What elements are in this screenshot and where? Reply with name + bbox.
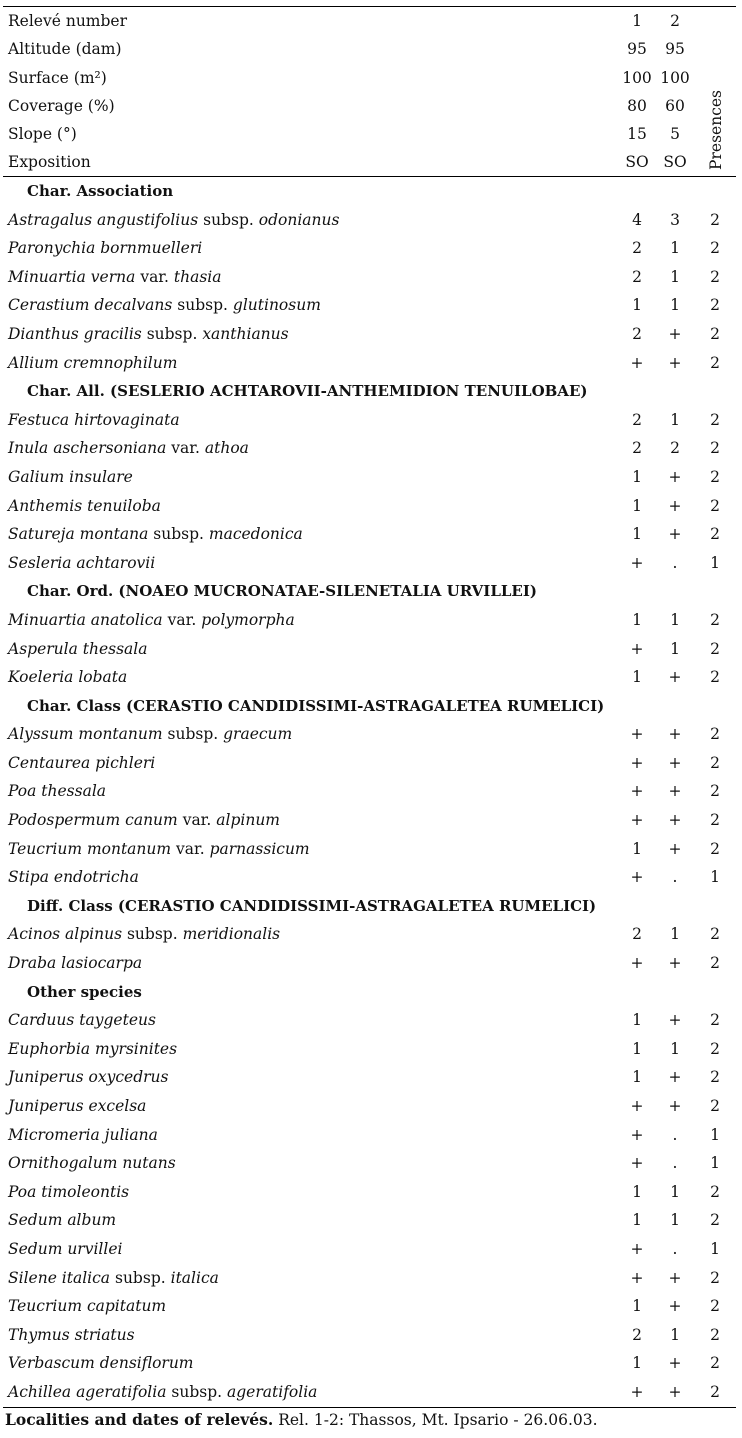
- species-name: [3, 949, 618, 978]
- cover-releve-1: +: [630, 1097, 644, 1115]
- species-row: [3, 406, 736, 435]
- footnote-text: Rel. 1-2: Thassos, Mt. Ipsario - 26.06.03.: [273, 1411, 598, 1429]
- cover-releve-2: 1: [670, 610, 680, 629]
- presences-value: 2: [710, 1097, 720, 1115]
- cover-releve-2: +: [668, 753, 682, 772]
- cover-releve-1: +: [630, 1239, 644, 1258]
- species-row: [3, 949, 736, 978]
- species-name: [3, 349, 618, 378]
- species-row: [3, 1292, 736, 1321]
- cover-releve-2: +: [668, 668, 682, 687]
- species-binomial: Draba lasiocarpa: [8, 954, 143, 973]
- cover-releve-2: +: [668, 525, 682, 544]
- species-binomial: Micromeria juliana: [8, 1125, 158, 1144]
- species-name: [3, 463, 618, 492]
- species-name: [3, 1235, 618, 1264]
- species-row: [3, 606, 736, 635]
- header-label: Surface (m²): [8, 68, 107, 87]
- presences-value: 2: [710, 525, 720, 544]
- cover-releve-2: +: [668, 353, 682, 372]
- cover-releve-1: +: [630, 782, 644, 801]
- species-row: [3, 463, 736, 492]
- species-name: [3, 1264, 618, 1293]
- cover-releve-1: 1: [632, 1297, 642, 1316]
- cover-releve-2: +: [668, 1297, 682, 1316]
- species-name: [3, 1378, 618, 1407]
- presences-value: 2: [710, 1268, 720, 1287]
- presences-value: 2: [710, 725, 720, 744]
- presences-value: 2: [710, 1211, 720, 1230]
- species-rank: subsp.: [203, 210, 254, 229]
- cover-releve-2: +: [668, 1354, 682, 1373]
- header-value-releve-2: 95: [665, 40, 685, 59]
- species-name: [3, 1349, 618, 1378]
- cover-releve-2: 1: [670, 410, 680, 429]
- cover-releve-2: .: [672, 553, 678, 572]
- cover-releve-1: +: [630, 954, 644, 973]
- cover-releve-1: +: [630, 553, 644, 572]
- species-binomial: Inula aschersoniana: [8, 439, 167, 458]
- species-name: [3, 234, 618, 263]
- species-rank: subsp.: [126, 925, 178, 944]
- species-binomial: Sesleria achtarovii: [8, 553, 156, 572]
- header-value-releve-1: 1: [632, 12, 642, 30]
- cover-releve-2: .: [672, 1239, 678, 1258]
- cover-releve-1: +: [630, 725, 644, 744]
- species-name: [3, 1035, 618, 1064]
- species-row: [3, 1264, 736, 1293]
- cover-releve-2: 1: [670, 925, 680, 944]
- cover-releve-1: 1: [632, 1211, 642, 1230]
- section-title: Char. Ord. (NOAEO MUCRONATAE-SILENETALIA URVILLEI): [27, 582, 537, 601]
- header-value-releve-1: SO: [625, 153, 649, 172]
- table-header: [3, 7, 736, 176]
- species-binomial: Galium insulare: [8, 467, 133, 486]
- species-infraspecific: meridionalis: [182, 925, 281, 944]
- species-binomial: Koeleria lobata: [8, 668, 128, 687]
- cover-releve-2: +: [668, 1382, 682, 1401]
- species-infraspecific: odonianus: [258, 210, 340, 229]
- species-row: [3, 1006, 736, 1035]
- species-rank: var.: [182, 811, 212, 830]
- header-value-releve-2: 5: [670, 125, 680, 144]
- species-row: [3, 291, 736, 320]
- header-label: Relevé number: [8, 12, 127, 30]
- species-row: [3, 1321, 736, 1350]
- header-row: [3, 64, 736, 92]
- species-binomial: Festuca hirtovaginata: [8, 410, 180, 429]
- species-name: [3, 1092, 618, 1121]
- presences-value: 2: [710, 839, 720, 858]
- species-name: [3, 1149, 618, 1178]
- cover-releve-2: 1: [670, 1182, 680, 1201]
- species-binomial: Podospermum canum: [8, 811, 178, 830]
- species-rank: subsp.: [115, 1268, 166, 1287]
- cover-releve-1: 2: [632, 239, 642, 258]
- species-rank: var.: [176, 839, 205, 858]
- cover-releve-1: +: [630, 353, 644, 372]
- species-name: [3, 835, 618, 864]
- species-binomial: Allium cremnophilum: [8, 353, 178, 372]
- species-binomial: Paronychia bornmuelleri: [8, 239, 203, 258]
- species-binomial: Sedum urvillei: [8, 1239, 123, 1258]
- species-row: [3, 234, 736, 263]
- species-row: [3, 349, 736, 378]
- cover-releve-1: 1: [632, 1011, 642, 1030]
- species-binomial: Poa timoleontis: [8, 1182, 130, 1201]
- header-row: [3, 148, 736, 176]
- species-name: [3, 1121, 618, 1150]
- species-binomial: Satureja montana: [8, 525, 149, 544]
- presences-value: 2: [710, 668, 720, 687]
- header-value-releve-1: 100: [622, 68, 652, 87]
- species-name: [3, 206, 618, 235]
- presences-value: 2: [710, 811, 720, 830]
- species-row: [3, 492, 736, 521]
- cover-releve-1: +: [630, 1382, 644, 1401]
- cover-releve-2: .: [672, 868, 678, 887]
- species-rank: var.: [140, 267, 169, 286]
- presences-value: 2: [710, 324, 720, 343]
- species-name: [3, 434, 618, 463]
- cover-releve-2: 3: [670, 210, 680, 229]
- species-rank: subsp.: [177, 296, 228, 315]
- species-row: [3, 1349, 736, 1378]
- species-row: [3, 1121, 736, 1150]
- cover-releve-2: 1: [670, 267, 680, 286]
- presences-value: 2: [710, 1068, 720, 1087]
- cover-releve-2: +: [668, 1011, 682, 1030]
- header-row: [3, 7, 736, 35]
- species-row: [3, 1178, 736, 1207]
- section-title: Char. Class (CERASTIO CANDIDISSIMI-ASTRAGALETEA RUMELICI): [27, 696, 605, 715]
- presences-value: 1: [710, 1125, 720, 1144]
- presences-value: 2: [710, 353, 720, 372]
- species-row: [3, 663, 736, 692]
- table-bottom-rule: [3, 1407, 736, 1408]
- cover-releve-2: 1: [670, 239, 680, 258]
- species-name: [3, 606, 618, 635]
- species-row: [3, 1235, 736, 1264]
- species-row: [3, 806, 736, 835]
- species-row: [3, 920, 736, 949]
- cover-releve-1: 1: [632, 525, 642, 544]
- species-infraspecific: italica: [170, 1268, 219, 1287]
- header-label: Altitude (dam): [8, 40, 122, 59]
- cover-releve-1: 1: [632, 496, 642, 515]
- cover-releve-2: +: [668, 725, 682, 744]
- cover-releve-2: +: [668, 811, 682, 830]
- cover-releve-2: +: [668, 782, 682, 801]
- cover-releve-1: +: [630, 1154, 644, 1173]
- species-row: [3, 263, 736, 292]
- cover-releve-1: 1: [632, 1182, 642, 1201]
- species-name: [3, 549, 618, 578]
- presences-value: 2: [710, 296, 720, 315]
- presences-value: 2: [710, 439, 720, 458]
- species-name: [3, 920, 618, 949]
- species-binomial: Centaurea pichleri: [8, 753, 156, 772]
- species-binomial: Teucrium montanum: [8, 839, 172, 858]
- cover-releve-2: 1: [670, 1211, 680, 1230]
- footnote-heading: Localities and dates of relevés.: [5, 1410, 274, 1429]
- species-row: [3, 1092, 736, 1121]
- species-name: [3, 406, 618, 435]
- species-binomial: Teucrium capitatum: [8, 1297, 167, 1316]
- cover-releve-1: 1: [632, 1068, 642, 1087]
- cover-releve-2: +: [668, 1268, 682, 1287]
- species-rank: var.: [171, 439, 200, 458]
- presences-value: 2: [710, 1325, 720, 1344]
- releve-table: [3, 6, 736, 1408]
- species-row: [3, 720, 736, 749]
- cover-releve-1: +: [630, 639, 644, 658]
- header-row: [3, 35, 736, 63]
- species-infraspecific: xanthianus: [202, 324, 289, 343]
- cover-releve-1: +: [630, 868, 644, 887]
- species-binomial: Cerastium decalvans: [8, 296, 173, 315]
- presences-value: 2: [710, 954, 720, 973]
- cover-releve-1: 2: [632, 410, 642, 429]
- species-row: [3, 863, 736, 892]
- species-row: [3, 1149, 736, 1178]
- species-binomial: Thymus striatus: [8, 1325, 135, 1344]
- species-binomial: Achillea ageratifolia: [8, 1382, 167, 1401]
- species-row: [3, 635, 736, 664]
- species-infraspecific: graecum: [223, 725, 293, 744]
- presences-value: 2: [710, 210, 720, 229]
- species-row: [3, 749, 736, 778]
- species-name: [3, 291, 618, 320]
- species-binomial: Asperula thessala: [8, 639, 148, 658]
- species-rank: subsp.: [146, 324, 198, 343]
- species-name: [3, 663, 618, 692]
- species-binomial: Silene italica: [8, 1268, 111, 1287]
- species-binomial: Astragalus angustifolius: [8, 210, 199, 229]
- cover-releve-2: +: [668, 496, 682, 515]
- species-row: [3, 520, 736, 549]
- species-row: [3, 1378, 736, 1407]
- presences-value: 1: [710, 1239, 720, 1258]
- header-value-releve-2: 60: [665, 96, 685, 115]
- species-infraspecific: parnassicum: [209, 839, 310, 858]
- cover-releve-2: 1: [670, 639, 680, 658]
- cover-releve-2: 1: [670, 1039, 680, 1058]
- header-label: Coverage (%): [8, 96, 115, 115]
- header-label: Exposition: [8, 153, 91, 172]
- species-name: [3, 1206, 618, 1235]
- cover-releve-1: 1: [632, 1039, 642, 1058]
- species-row: [3, 835, 736, 864]
- cover-releve-1: 1: [632, 839, 642, 858]
- species-infraspecific: glutinosum: [232, 296, 321, 315]
- table-footnote: [5, 1410, 598, 1429]
- cover-releve-2: +: [668, 839, 682, 858]
- species-name: [3, 320, 618, 349]
- species-rank: subsp.: [153, 525, 204, 544]
- cover-releve-1: 4: [632, 210, 642, 229]
- species-binomial: Acinos alpinus: [8, 925, 123, 944]
- cover-releve-2: +: [668, 1097, 682, 1115]
- species-binomial: Minuartia verna: [8, 267, 136, 286]
- species-rank: subsp.: [171, 1382, 223, 1401]
- species-infraspecific: polymorpha: [201, 610, 295, 629]
- section-title: Other species: [27, 982, 142, 1001]
- presences-value: 2: [710, 1382, 720, 1401]
- presences-value: 2: [710, 1297, 720, 1316]
- cover-releve-1: +: [630, 1125, 644, 1144]
- cover-releve-2: +: [668, 1068, 682, 1087]
- species-binomial: Sedum album: [8, 1211, 117, 1230]
- cover-releve-1: 1: [632, 296, 642, 315]
- presences-value: 2: [710, 925, 720, 944]
- species-infraspecific: thasia: [173, 267, 222, 286]
- presences-value: 1: [710, 868, 720, 887]
- cover-releve-1: 1: [632, 1354, 642, 1373]
- cover-releve-1: 2: [632, 925, 642, 944]
- species-binomial: Anthemis tenuiloba: [8, 496, 161, 515]
- species-row: [3, 549, 736, 578]
- species-binomial: Juniperus excelsa: [8, 1097, 147, 1115]
- species-binomial: Juniperus oxycedrus: [8, 1068, 169, 1087]
- header-value-releve-2: SO: [663, 153, 687, 172]
- cover-releve-1: +: [630, 753, 644, 772]
- species-binomial: Carduus taygeteus: [8, 1011, 156, 1030]
- species-binomial: Minuartia anatolica: [8, 610, 163, 629]
- species-infraspecific: athoa: [204, 439, 249, 458]
- species-row: [3, 206, 736, 235]
- species-row: [3, 777, 736, 806]
- presences-value: 2: [710, 410, 720, 429]
- species-binomial: Stipa endotricha: [8, 868, 139, 887]
- cover-releve-2: +: [668, 467, 682, 486]
- presences-value: 2: [710, 267, 720, 286]
- cover-releve-2: 2: [670, 439, 680, 458]
- species-name: [3, 720, 618, 749]
- species-row: [3, 1063, 736, 1092]
- header-label: Slope (°): [8, 125, 77, 144]
- species-name: [3, 492, 618, 521]
- cover-releve-2: .: [672, 1154, 678, 1173]
- header-value-releve-1: 80: [627, 96, 647, 115]
- cover-releve-1: +: [630, 811, 644, 830]
- presences-value: 2: [710, 1182, 720, 1201]
- presences-column-header: Presences: [707, 90, 725, 170]
- species-name: [3, 777, 618, 806]
- presences-value: 2: [710, 1039, 720, 1058]
- cover-releve-2: .: [672, 1125, 678, 1144]
- cover-releve-2: 1: [670, 296, 680, 315]
- species-binomial: Alyssum montanum: [8, 725, 163, 744]
- presences-value: 1: [710, 553, 720, 572]
- species-row: [3, 434, 736, 463]
- species-row: [3, 320, 736, 349]
- header-value-releve-2: 2: [670, 12, 680, 30]
- presences-value: 2: [710, 610, 720, 629]
- presences-value: 2: [710, 496, 720, 515]
- presences-value: 2: [710, 1354, 720, 1373]
- presences-value: 2: [710, 753, 720, 772]
- species-binomial: Poa thessala: [8, 782, 107, 801]
- cover-releve-2: +: [668, 324, 682, 343]
- cover-releve-1: 2: [632, 1325, 642, 1344]
- species-infraspecific: macedonica: [208, 525, 303, 544]
- header-row: [3, 92, 736, 120]
- cover-releve-1: 2: [632, 439, 642, 458]
- header-value-releve-2: 100: [660, 68, 690, 87]
- cover-releve-1: 1: [632, 610, 642, 629]
- species-name: [3, 635, 618, 664]
- species-name: [3, 1292, 618, 1321]
- species-rank: subsp.: [167, 725, 219, 744]
- species-name: [3, 1178, 618, 1207]
- presences-value: 1: [710, 1154, 720, 1173]
- section-title: Char. All. (SESLERIO ACHTAROVII-ANTHEMIDION TENUILOBAE): [27, 382, 588, 401]
- cover-releve-1: 2: [632, 324, 642, 343]
- section-title: Diff. Class (CERASTIO CANDIDISSIMI-ASTRAGALETEA RUMELICI): [27, 896, 597, 915]
- species-name: [3, 1063, 618, 1092]
- cover-releve-1: 2: [632, 267, 642, 286]
- species-name: [3, 806, 618, 835]
- header-row: [3, 120, 736, 148]
- species-row: [3, 1206, 736, 1235]
- species-rank: var.: [167, 610, 197, 629]
- table-body: [3, 177, 736, 1407]
- species-infraspecific: ageratifolia: [227, 1382, 318, 1401]
- species-name: [3, 863, 618, 892]
- presences-value: 2: [710, 782, 720, 801]
- cover-releve-1: 1: [632, 668, 642, 687]
- species-name: [3, 749, 618, 778]
- header-value-releve-1: 95: [627, 40, 647, 59]
- section-title: Char. Association: [27, 182, 174, 200]
- header-value-releve-1: 15: [627, 125, 647, 144]
- species-name: [3, 520, 618, 549]
- presences-value: 2: [710, 239, 720, 258]
- species-name: [3, 1006, 618, 1035]
- species-row: [3, 1035, 736, 1064]
- species-infraspecific: alpinum: [216, 811, 281, 830]
- species-binomial: Euphorbia myrsinites: [8, 1039, 178, 1058]
- species-binomial: Verbascum densiflorum: [8, 1354, 194, 1373]
- cover-releve-2: +: [668, 954, 682, 973]
- species-name: [3, 263, 618, 292]
- cover-releve-1: 1: [632, 467, 642, 486]
- presences-value: 2: [710, 639, 720, 658]
- presences-value: 2: [710, 1011, 720, 1030]
- species-binomial: Dianthus gracilis: [8, 324, 142, 343]
- species-binomial: Ornithogalum nutans: [8, 1154, 176, 1173]
- cover-releve-1: +: [630, 1268, 644, 1287]
- presences-value: 2: [710, 467, 720, 486]
- species-name: [3, 1321, 618, 1350]
- cover-releve-2: 1: [670, 1325, 680, 1344]
